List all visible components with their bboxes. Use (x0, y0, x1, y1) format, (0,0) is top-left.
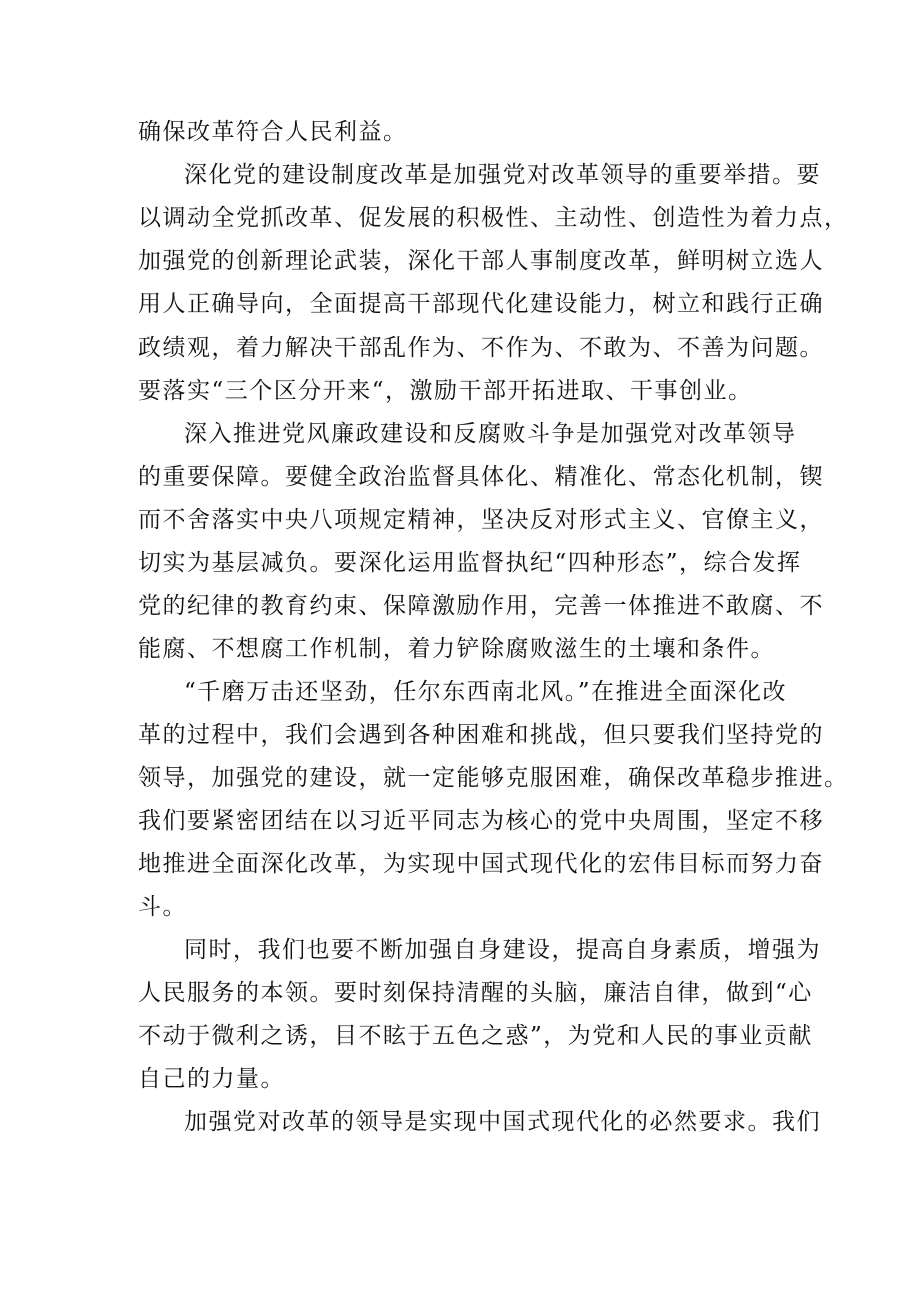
text-line: 斗。 (138, 894, 187, 920)
text-line: 切实为基层减负。要深化运用监督执纪“四种形态”，综合发挥 (138, 550, 802, 576)
text-line: 加强党对改革的领导是实现中国式现代化的必然要求。我们 (184, 1109, 821, 1135)
text-line: 党的纪律的教育约束、保障激励作用，完善一体推进不敢腐、不 (138, 593, 824, 619)
text-line: 而不舍落实中央八项规定精神，坚决反对形式主义、官僚主义， (138, 507, 824, 533)
text-line: 以调动全党抓改革、促发展的积极性、主动性、创造性为着力点， (138, 205, 849, 231)
text-line: 革的过程中，我们会遇到各种困难和挑战，但只要我们坚持党的 (138, 722, 824, 748)
text-line: “千磨万击还坚劲，任尔东西南北风。”在推进全面深化改 (184, 679, 788, 705)
text-line: 深入推进党风廉政建设和反腐败斗争是加强党对改革领导 (184, 421, 797, 447)
text-line: 不动于微利之诱，目不眩于五色之惑”，为党和人民的事业贡献 (138, 1023, 813, 1049)
text-line: 能腐、不想腐工作机制，着力铲除腐败滋生的土壤和条件。 (138, 636, 775, 662)
text-line: 同时，我们也要不断加强自身建设，提高自身素质，增强为 (184, 937, 821, 963)
text-line: 要落实“三个区分开来“，激励干部开拓进取、干事创业。 (138, 378, 753, 404)
text-line: 的重要保障。要健全政治监督具体化、精准化、常态化机制，锲 (138, 464, 824, 490)
text-line: 自己的力量。 (138, 1066, 285, 1092)
text-line: 我们要紧密团结在以习近平同志为核心的党中央周围，坚定不移 (138, 808, 824, 834)
text-line: 确保改革符合人民利益。 (138, 119, 408, 145)
text-line: 深化党的建设制度改革是加强党对改革领导的重要举措。要 (184, 162, 821, 188)
text-line: 领导，加强党的建设，就一定能够克服困难，确保改革稳步推进。 (138, 765, 849, 791)
text-line: 人民服务的本领。要时刻保持清醒的头脑，廉洁自律，做到“心 (138, 980, 813, 1006)
text-line: 用人正确导向，全面提高干部现代化建设能力，树立和践行正确 (138, 291, 824, 317)
text-line: 加强党的创新理论武装，深化干部人事制度改革，鲜明树立选人 (138, 248, 824, 274)
text-line: 地推进全面深化改革，为实现中国式现代化的宏伟目标而努力奋 (138, 851, 824, 877)
text-line: 政绩观，着力解决干部乱作为、不作为、不敢为、不善为问题。 (138, 335, 824, 361)
